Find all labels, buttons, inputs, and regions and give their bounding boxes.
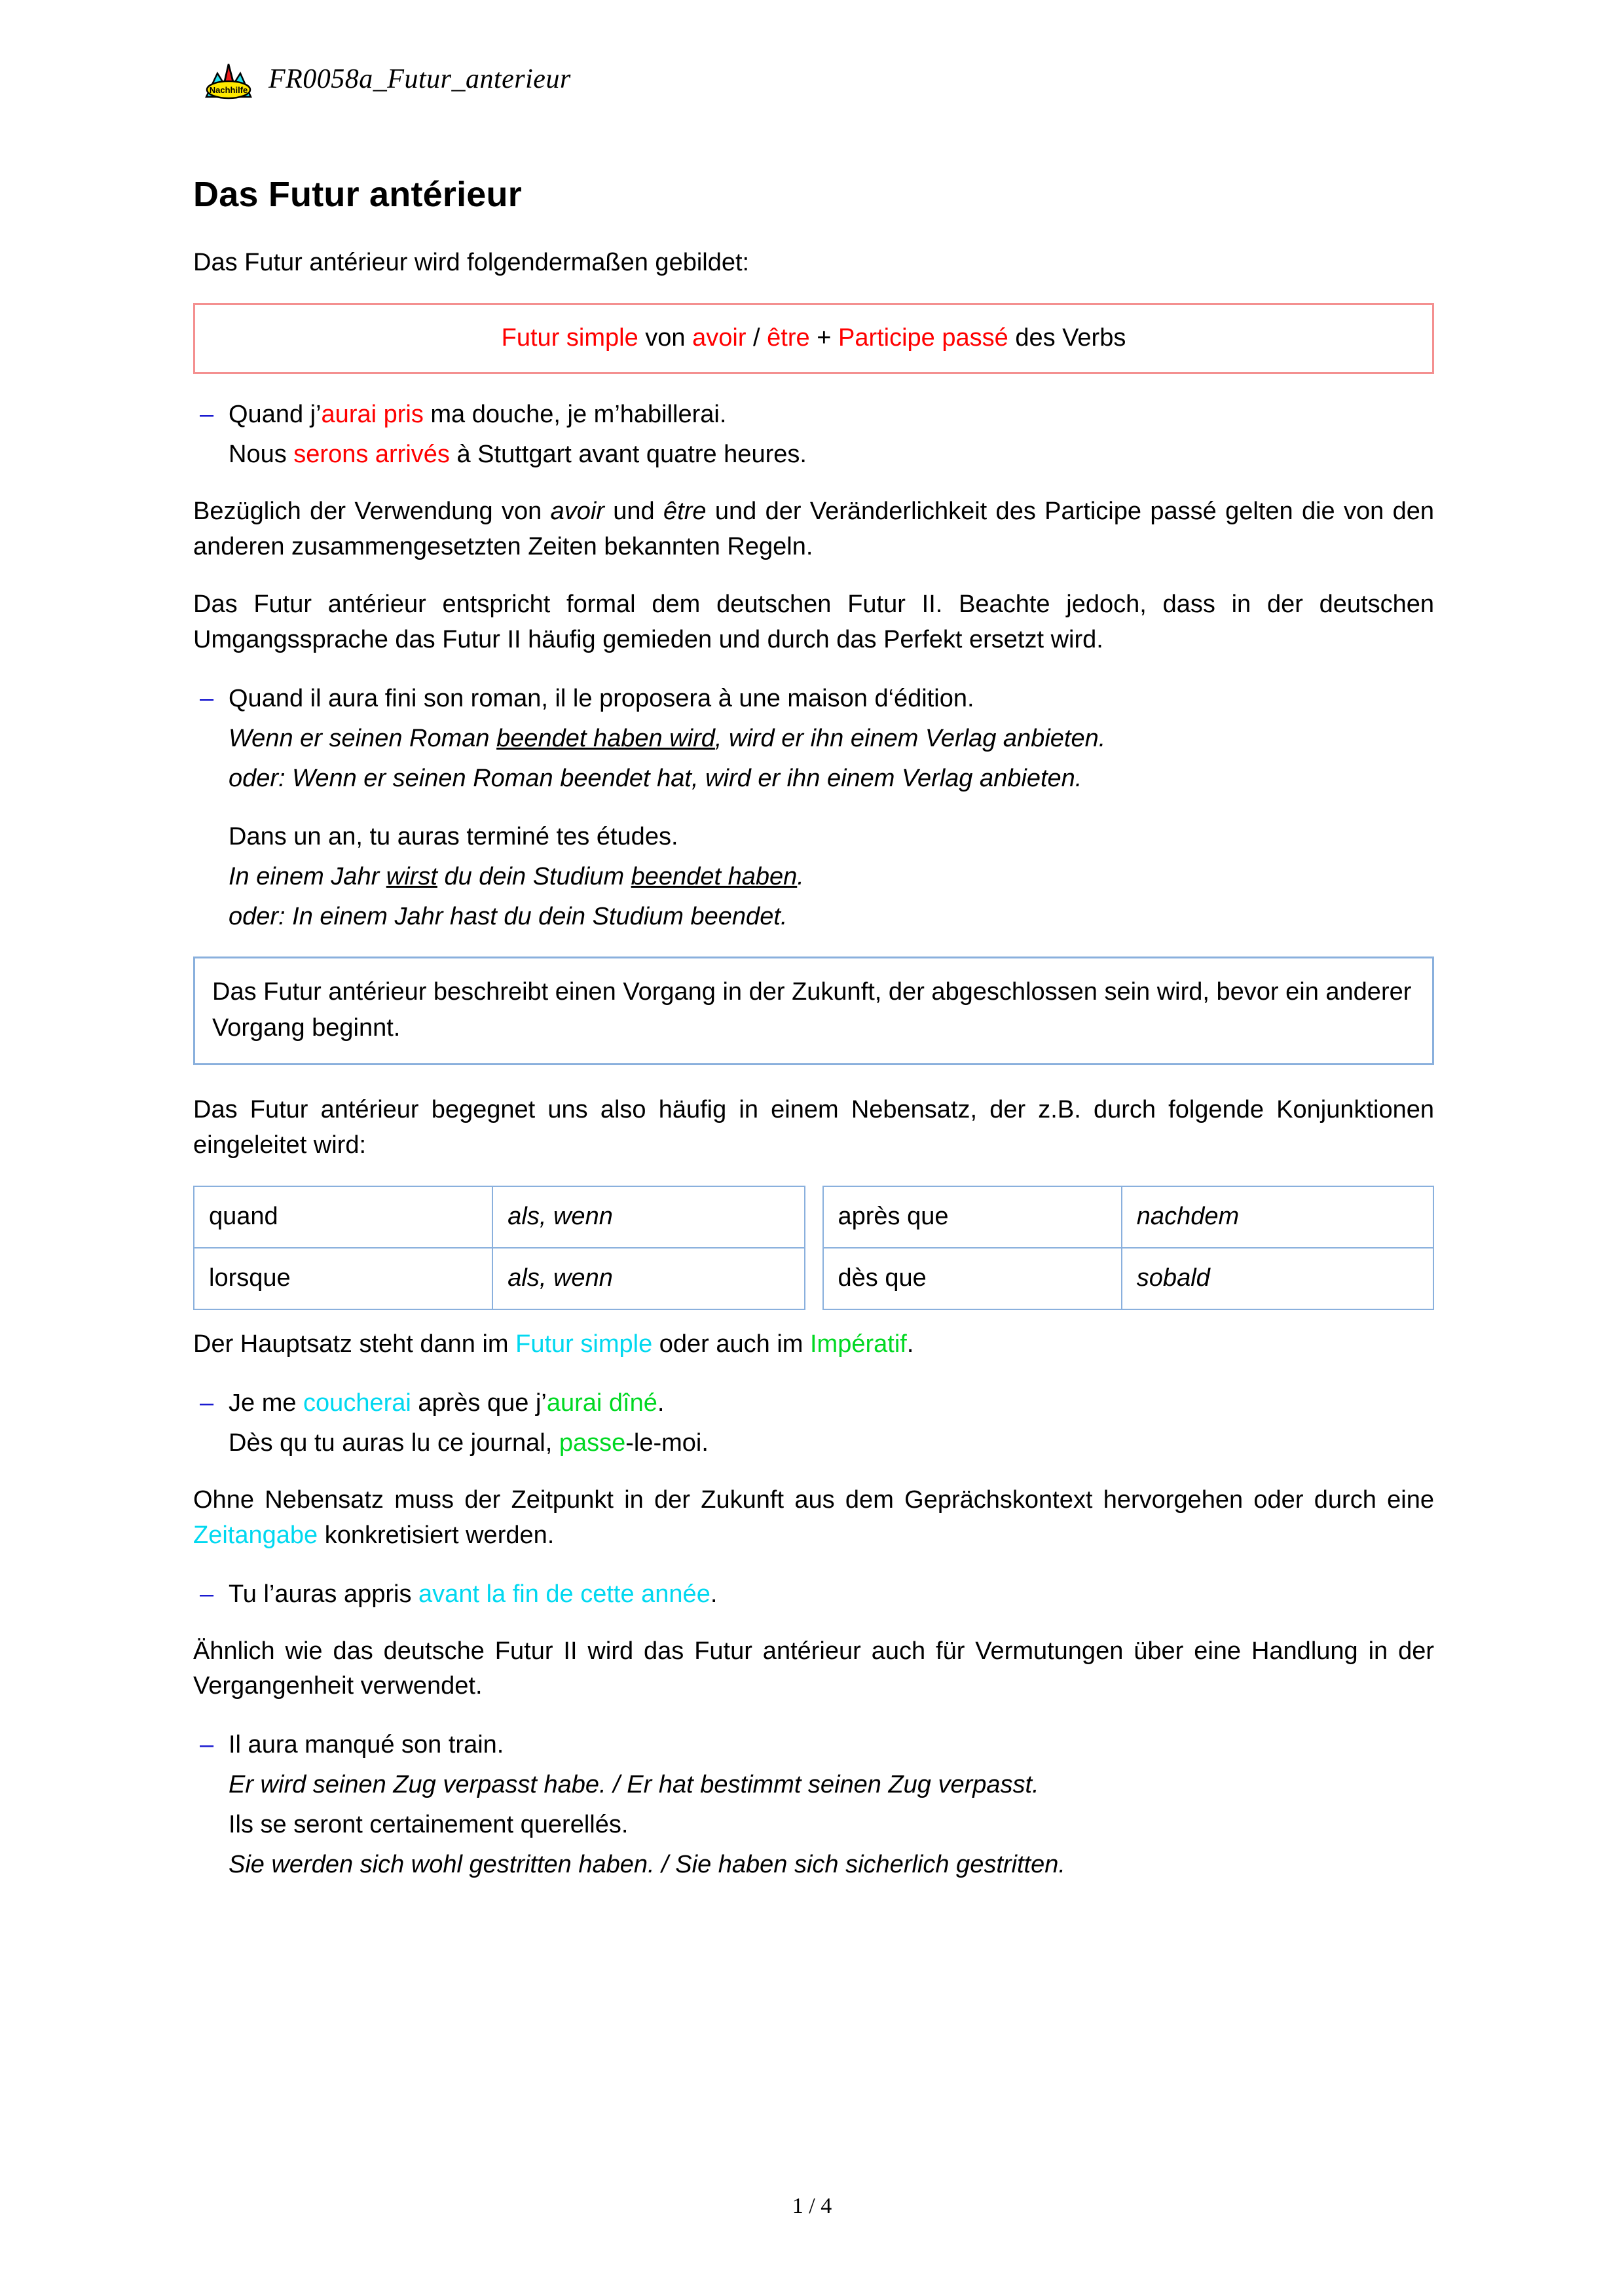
example-pre: Quand il aura fini son roman, il le proposera à une maison d‘édition. [229, 684, 974, 712]
example-mid: du dein Studium [437, 862, 631, 890]
list-item [193, 1385, 1434, 1422]
paragraph-futur-zwei: Das Futur antérieur entspricht formal dem deutschen Futur II. Beachte jedoch, dass in der deutschen Umgangssprache das Futur II häufig gemieden und durch das Perfekt ersetzt wird. [193, 590, 1434, 653]
highlight-futur-simple: Futur simple [515, 1330, 653, 1358]
text-segment: Der Hauptsatz steht dann im [193, 1330, 516, 1358]
formula-slash: / [746, 324, 767, 352]
table-cell-german: als, wenn [492, 1186, 804, 1248]
conjunctions-tables [193, 1186, 1434, 1310]
highlight-zeitangabe: Zeitangabe [193, 1521, 318, 1549]
list-item [193, 720, 1434, 757]
example-text [229, 1425, 1434, 1462]
formula-von: von [638, 324, 693, 352]
example-text [229, 898, 1434, 936]
bullet-dash: – [200, 1389, 214, 1417]
example-highlight: aurai pris [321, 400, 424, 428]
bullet-dash: – [200, 1580, 214, 1608]
examples-group-3 [193, 818, 1434, 936]
examples-group-6 [193, 1726, 1434, 1884]
list-item [193, 1726, 1434, 1764]
examples-group-2 [193, 680, 1434, 797]
example-text [229, 436, 1434, 473]
text-segment: und [604, 497, 664, 525]
italic-avoir: avoir [550, 497, 604, 525]
conjunctions-table-right [822, 1186, 1435, 1310]
example-text: Il aura manqué son train. [229, 1731, 504, 1759]
formula-des-verbs: des Verbs [1008, 324, 1126, 352]
list-item [193, 898, 1434, 936]
example-post: ma douche, je m’habillerai. [423, 400, 727, 428]
page-number-footer: 1 / 4 [792, 2194, 832, 2218]
example-post: -le-moi. [625, 1429, 709, 1457]
list-item [193, 436, 1434, 473]
example-post: . [710, 1580, 718, 1608]
formula-futur-simple: Futur simple [501, 324, 638, 352]
example-text [229, 818, 1434, 856]
table-cell-german: sobald [1122, 1248, 1433, 1309]
example-text [229, 720, 1434, 757]
header-document-code: FR0058a_Futur_anterieur [268, 64, 571, 94]
example-post: . [797, 862, 804, 890]
example-green: aurai dîné [546, 1389, 657, 1417]
example-underlined: wirst [386, 862, 437, 890]
text-segment: und der Veränderlichkeit des Participe passé gelten die von den anderen zusammengesetzten Zeiten bekannten Regeln. [193, 497, 1434, 560]
example-pre: In einem Jahr [229, 862, 386, 890]
italic-etre: être [663, 497, 707, 525]
paragraph-avoir-etre [193, 494, 1434, 565]
examples-group-4 [193, 1385, 1434, 1462]
formula-plus: + [809, 324, 838, 352]
formula-avoir: avoir [692, 324, 747, 352]
example-text: Er wird seinen Zug verpasst habe. / Er hat bestimmt seinen Zug verpasst. [229, 1771, 1039, 1799]
example-pre: Dès qu tu auras lu ce journal, [229, 1429, 559, 1457]
text-segment: . [906, 1330, 914, 1358]
formula-etre: être [767, 324, 810, 352]
highlight-imperatif: Impératif [810, 1330, 907, 1358]
mountain-logo-icon [203, 58, 254, 101]
example-post: à Stuttgart avant quatre heures. [449, 440, 807, 468]
example-text [229, 396, 1434, 433]
list-item [193, 680, 1434, 718]
paragraph-zeitangabe [193, 1483, 1434, 1554]
list-item [193, 858, 1434, 896]
example-underlined-2: beendet haben [631, 862, 798, 890]
paragraph-hauptsatz [193, 1327, 1434, 1362]
list-item [193, 1766, 1434, 1804]
formula-box [193, 303, 1434, 373]
conjunctions-table-left [193, 1186, 805, 1310]
list-item [193, 1846, 1434, 1884]
table-cell-german: als, wenn [492, 1248, 804, 1309]
example-pre: Je me [229, 1389, 304, 1417]
example-green: passe [559, 1429, 626, 1457]
table-cell-german: nachdem [1122, 1186, 1433, 1248]
example-cyan: avant la fin de cette année [418, 1580, 710, 1608]
example-text [229, 1385, 1434, 1422]
text-segment: konkretisiert werden. [318, 1521, 555, 1549]
table-row [823, 1248, 1434, 1309]
example-highlight: serons arrivés [293, 440, 450, 468]
list-item [193, 818, 1434, 856]
list-item [193, 396, 1434, 433]
document-header [203, 58, 571, 101]
paragraph-nebensatz: Das Futur antérieur begegnet uns also häufig in einem Nebensatz, der z.B. durch folgende Konjunktionen eingeleitet wird: [193, 1095, 1434, 1159]
example-text [229, 858, 1434, 896]
example-text: Ils se seront certainement querellés. [229, 1811, 629, 1839]
examples-group-5 [193, 1576, 1434, 1613]
table-cell-french: quand [194, 1186, 492, 1248]
example-text: Sie werden sich wohl gestritten haben. / Sie haben sich sicherlich gestritten. [229, 1851, 1065, 1879]
example-post: , wird er ihn einem Verlag anbieten. [714, 724, 1106, 752]
table-cell-french: dès que [823, 1248, 1122, 1309]
list-item [193, 760, 1434, 797]
bullet-dash: – [200, 400, 214, 428]
example-pre: Tu l’auras appris [229, 1580, 419, 1608]
paragraph-vermutungen: Ähnlich wie das deutsche Futur II wird das Futur antérieur auch für Vermutungen über eine Handlung in der Vergangenheit verwendet. [193, 1637, 1434, 1700]
examples-group-1 [193, 396, 1434, 473]
text-segment: oder auch im [652, 1330, 810, 1358]
table-cell-french: après que [823, 1186, 1122, 1248]
list-item [193, 1425, 1434, 1462]
example-pre: Dans un an, tu auras terminé tes études. [229, 822, 678, 850]
text-segment: Bezüglich der Verwendung von [193, 497, 551, 525]
example-pre: oder: In einem Jahr hast du dein Studium beendet. [229, 902, 788, 930]
example-text [229, 680, 1434, 718]
list-item [193, 1576, 1434, 1613]
example-cyan: coucherai [303, 1389, 411, 1417]
formula-participe-passe: Participe passé [838, 324, 1008, 352]
info-box: Das Futur antérieur beschreibt einen Vorgang in der Zukunft, der abgeschlossen sein wird, bevor ein anderer Vorgang beginnt. [193, 957, 1434, 1065]
example-pre: Quand j’ [229, 400, 322, 428]
example-pre: Wenn er seinen Roman [229, 724, 497, 752]
bullet-dash: – [200, 684, 214, 712]
example-text [229, 760, 1434, 797]
bullet-dash: – [200, 1731, 214, 1759]
svg-text:Nachhilfe: Nachhilfe [209, 85, 248, 95]
intro-paragraph: Das Futur antérieur wird folgendermaßen gebildet: [193, 249, 750, 277]
table-row [823, 1186, 1434, 1248]
example-mid: après que j’ [411, 1389, 547, 1417]
table-cell-french: lorsque [194, 1248, 492, 1309]
text-segment: Ohne Nebensatz muss der Zeitpunkt in der Zukunft aus dem Geprächskontext hervorgehen oder durch eine [193, 1485, 1434, 1514]
page-title: Das Futur antérieur [193, 175, 522, 214]
table-row [194, 1248, 805, 1309]
table-row [194, 1186, 805, 1248]
example-pre: Nous [229, 440, 294, 468]
example-pre: oder: Wenn er seinen Roman beendet hat, wird er ihn einem Verlag anbieten. [229, 764, 1082, 792]
example-underlined: beendet haben wird [496, 724, 715, 752]
document-content [193, 175, 1434, 1904]
example-text [229, 1576, 1434, 1613]
list-item [193, 1806, 1434, 1844]
example-post: . [657, 1389, 665, 1417]
